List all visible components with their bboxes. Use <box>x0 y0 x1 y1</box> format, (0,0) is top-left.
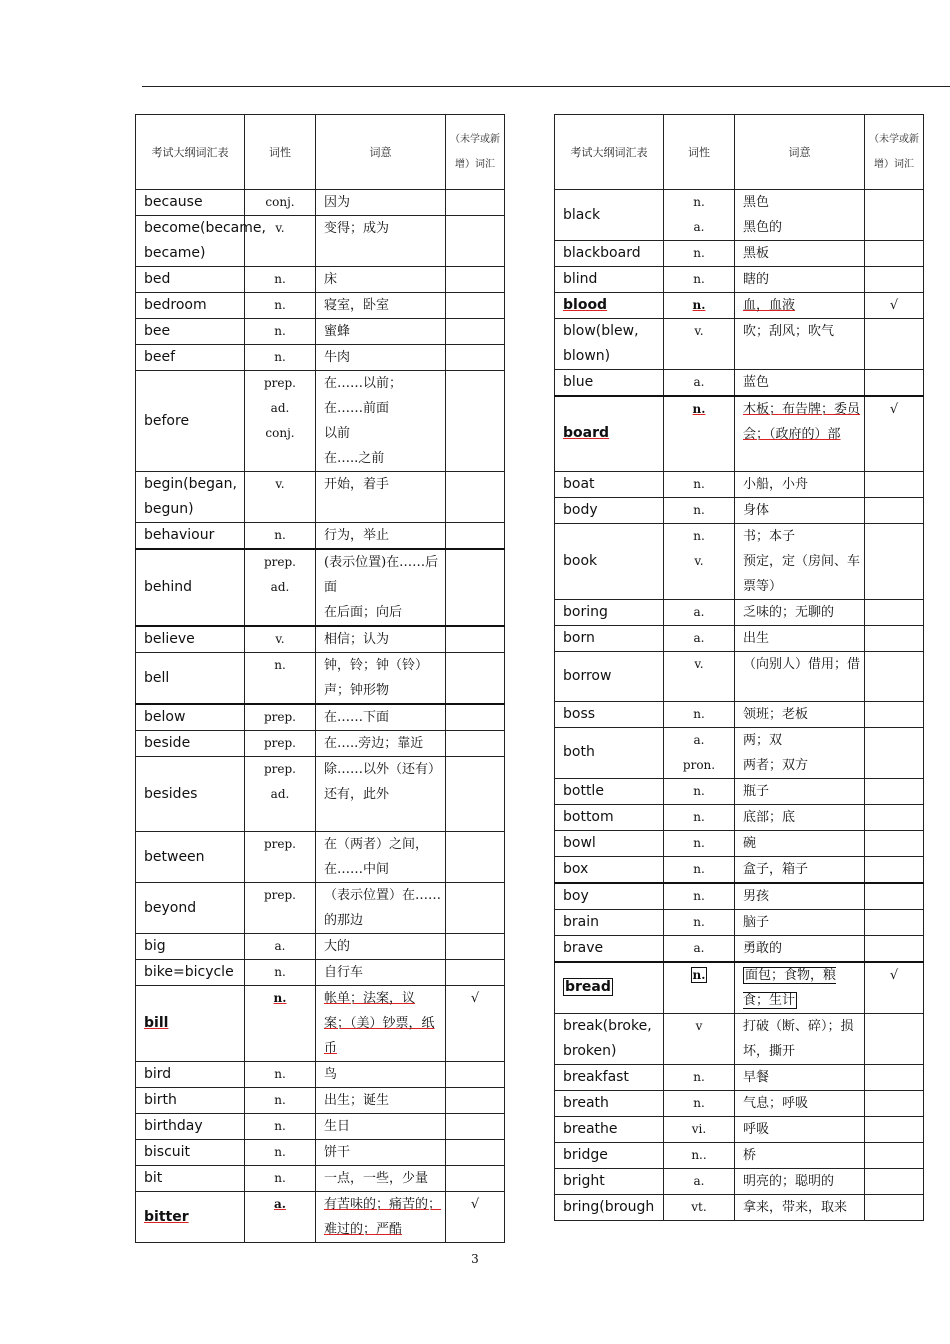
pos-cell: n. <box>245 1062 316 1088</box>
pos-cell: n. <box>664 701 735 727</box>
meaning-cell: 男孩 <box>735 883 865 910</box>
meaning-cell: 底部；底 <box>735 804 865 830</box>
table-row <box>555 804 924 830</box>
header-new: （未学或新增）词汇 <box>865 115 924 190</box>
meaning-cell: 盒子，箱子 <box>735 856 865 883</box>
table-row <box>136 986 505 1062</box>
new-mark-cell <box>865 267 924 293</box>
table-row <box>555 190 924 241</box>
header-rule <box>142 86 950 87</box>
new-mark-cell <box>446 1114 505 1140</box>
pos-cell: n. <box>245 960 316 986</box>
meaning-cell: 血，血液 <box>735 293 865 319</box>
word-cell: bed <box>136 267 245 293</box>
pos-cell: n. <box>664 804 735 830</box>
table-row <box>136 371 505 472</box>
new-mark-cell <box>446 293 505 319</box>
new-mark-cell <box>446 1088 505 1114</box>
word-cell: begin(began, begun) <box>136 472 245 523</box>
word-cell: between <box>136 832 245 883</box>
word-cell: bell <box>136 653 245 705</box>
new-mark-cell: √ <box>865 396 924 471</box>
pos-cell: a. <box>245 934 316 960</box>
table-row <box>136 319 505 345</box>
meaning-cell: 瞎的 <box>735 267 865 293</box>
pos-cell: n. v. <box>664 523 735 599</box>
table-row <box>136 626 505 653</box>
meaning-cell: 寝室，卧室 <box>316 293 446 319</box>
meaning-cell: （表示位置）在……的那边 <box>316 883 446 934</box>
word-cell: blood <box>555 293 664 319</box>
new-mark-cell <box>865 497 924 523</box>
pos-cell: n. <box>245 1088 316 1114</box>
new-mark-cell <box>446 319 505 345</box>
new-mark-cell <box>446 472 505 523</box>
word-cell: birth <box>136 1088 245 1114</box>
meaning-cell: 小船，小舟 <box>735 471 865 497</box>
table-row <box>136 293 505 319</box>
word-cell: blue <box>555 370 664 397</box>
word-cell: bit <box>136 1166 245 1192</box>
new-mark-cell <box>865 1116 924 1142</box>
word-cell: boy <box>555 883 664 910</box>
pos-cell: v. <box>664 651 735 701</box>
word-cell: born <box>555 625 664 651</box>
word-cell: big <box>136 934 245 960</box>
table-row <box>136 1062 505 1088</box>
word-cell: believe <box>136 626 245 653</box>
table-row <box>136 1166 505 1192</box>
new-mark-cell <box>865 1168 924 1194</box>
meaning-cell: 碗 <box>735 830 865 856</box>
pos-cell: a. <box>664 599 735 625</box>
new-mark-cell <box>446 731 505 757</box>
word-cell: blind <box>555 267 664 293</box>
new-mark-cell: √ <box>446 1192 505 1243</box>
table-header-row <box>136 115 505 190</box>
new-mark-cell <box>865 625 924 651</box>
header-meaning: 词意 <box>316 115 446 190</box>
meaning-cell: 书；本子 预定，定（房间、车票等） <box>735 523 865 599</box>
pos-cell: n. <box>245 653 316 705</box>
table-row <box>136 1140 505 1166</box>
word-cell: book <box>555 523 664 599</box>
new-mark-cell <box>446 190 505 216</box>
table-row <box>555 1194 924 1220</box>
new-mark-cell <box>865 1090 924 1116</box>
word-cell: boat <box>555 471 664 497</box>
table-row <box>555 727 924 778</box>
word-cell: break(broke, broken) <box>555 1013 664 1064</box>
pos-cell: n. <box>245 1140 316 1166</box>
word-cell: brain <box>555 909 664 935</box>
word-cell: bike=bicycle <box>136 960 245 986</box>
pos-cell: n. <box>664 962 735 1014</box>
word-cell: beyond <box>136 883 245 934</box>
pos-cell: n. <box>245 986 316 1062</box>
table-row <box>555 523 924 599</box>
meaning-cell: 黑色 黑色的 <box>735 190 865 241</box>
new-mark-cell <box>446 1166 505 1192</box>
meaning-cell: 帐单；法案，议案；（美）钞票，纸币 <box>316 986 446 1062</box>
meaning-cell: 在……以前； 在……前面 以前 在…..之前 <box>316 371 446 472</box>
table-row <box>555 625 924 651</box>
pos-cell: v. <box>245 626 316 653</box>
word-cell: bread <box>555 962 664 1014</box>
word-cell: bottle <box>555 778 664 804</box>
meaning-cell: 气息；呼吸 <box>735 1090 865 1116</box>
header-new: （未学或新增）词汇 <box>446 115 505 190</box>
new-mark-cell <box>865 523 924 599</box>
pos-cell: a. <box>664 935 735 962</box>
meaning-cell: 蓝色 <box>735 370 865 397</box>
word-cell: bird <box>136 1062 245 1088</box>
new-mark-cell <box>865 319 924 370</box>
word-cell: brave <box>555 935 664 962</box>
meaning-cell: （向别人）借用；借 <box>735 651 865 701</box>
meaning-cell: 两；双 两者；双方 <box>735 727 865 778</box>
pos-cell: prep. ad. <box>245 549 316 626</box>
word-cell: behind <box>136 549 245 626</box>
new-mark-cell: √ <box>865 293 924 319</box>
word-cell: bedroom <box>136 293 245 319</box>
table-row <box>136 653 505 705</box>
meaning-cell: 在……下面 <box>316 704 446 731</box>
header-word: 考试大纲词汇表 <box>136 115 245 190</box>
table-row <box>136 190 505 216</box>
table-row <box>555 935 924 962</box>
pos-cell: n. a. <box>664 190 735 241</box>
pos-cell: n. <box>664 497 735 523</box>
new-mark-cell <box>865 1142 924 1168</box>
new-mark-cell <box>446 345 505 371</box>
word-cell: box <box>555 856 664 883</box>
table-row <box>136 345 505 371</box>
pos-cell: n. <box>664 778 735 804</box>
new-mark-cell <box>446 267 505 293</box>
table-row <box>555 651 924 701</box>
word-cell: before <box>136 371 245 472</box>
word-cell: breath <box>555 1090 664 1116</box>
new-mark-cell <box>446 704 505 731</box>
pos-cell: n.. <box>664 1142 735 1168</box>
new-mark-cell <box>446 960 505 986</box>
table-row <box>555 471 924 497</box>
new-mark-cell <box>865 804 924 830</box>
table-row <box>136 704 505 731</box>
word-cell: boss <box>555 701 664 727</box>
new-mark-cell <box>865 883 924 910</box>
table-row <box>555 909 924 935</box>
meaning-cell: 钟，铃；钟（铃）声；钟形物 <box>316 653 446 705</box>
pos-cell: v. <box>664 319 735 370</box>
table-row <box>136 1114 505 1140</box>
table-row <box>555 599 924 625</box>
vocab-table-left <box>135 114 505 1243</box>
pos-cell: n. <box>245 267 316 293</box>
pos-cell: prep. <box>245 704 316 731</box>
meaning-cell: 因为 <box>316 190 446 216</box>
pos-cell: prep. <box>245 731 316 757</box>
meaning-cell: 桥 <box>735 1142 865 1168</box>
word-cell: bowl <box>555 830 664 856</box>
word-cell: both <box>555 727 664 778</box>
page-number: 3 <box>471 1252 479 1266</box>
pos-cell: n. <box>664 883 735 910</box>
pos-cell: n. <box>245 1114 316 1140</box>
table-row <box>555 497 924 523</box>
word-cell: bottom <box>555 804 664 830</box>
pos-cell: n. <box>664 471 735 497</box>
table-row <box>555 1116 924 1142</box>
pos-cell: n. <box>664 1064 735 1090</box>
new-mark-cell <box>865 370 924 397</box>
new-mark-cell <box>446 653 505 705</box>
pos-cell: n. <box>664 241 735 267</box>
meaning-cell: 瓶子 <box>735 778 865 804</box>
pos-cell: n. <box>664 267 735 293</box>
word-cell: body <box>555 497 664 523</box>
pos-cell: prep. <box>245 832 316 883</box>
new-mark-cell <box>446 216 505 267</box>
table-row <box>555 1142 924 1168</box>
table-row <box>555 962 924 1014</box>
new-mark-cell <box>446 371 505 472</box>
table-row <box>136 1192 505 1243</box>
new-mark-cell <box>865 471 924 497</box>
word-cell: because <box>136 190 245 216</box>
meaning-cell: 领班；老板 <box>735 701 865 727</box>
new-mark-cell <box>446 832 505 883</box>
table-row <box>555 883 924 910</box>
meaning-cell: 床 <box>316 267 446 293</box>
word-cell: beef <box>136 345 245 371</box>
table-row <box>555 1168 924 1194</box>
table-row <box>136 549 505 626</box>
table-row <box>555 370 924 397</box>
new-mark-cell <box>446 757 505 832</box>
new-mark-cell <box>446 523 505 550</box>
table-row <box>555 293 924 319</box>
new-mark-cell: √ <box>446 986 505 1062</box>
meaning-cell: 出生；诞生 <box>316 1088 446 1114</box>
meaning-cell: 在（两者）之间，在……中间 <box>316 832 446 883</box>
table-row <box>136 883 505 934</box>
new-mark-cell <box>865 599 924 625</box>
pos-cell: a. <box>245 1192 316 1243</box>
word-cell: bridge <box>555 1142 664 1168</box>
new-mark-cell <box>865 190 924 241</box>
header-pos: 词性 <box>245 115 316 190</box>
meaning-cell: 相信；认为 <box>316 626 446 653</box>
meaning-cell: 面包；食物，粮食；生计 <box>735 962 865 1014</box>
pos-cell: n. <box>664 909 735 935</box>
word-cell: black <box>555 190 664 241</box>
pos-cell: n. <box>664 396 735 471</box>
word-cell: borrow <box>555 651 664 701</box>
vocab-table-right <box>554 114 924 1221</box>
pos-cell: n. <box>245 1166 316 1192</box>
new-mark-cell <box>865 727 924 778</box>
new-mark-cell <box>446 1140 505 1166</box>
pos-cell: n. <box>664 830 735 856</box>
meaning-cell: 拿来，带来，取来 <box>735 1194 865 1220</box>
meaning-cell: 打破（断、碎）；损坏，撕开 <box>735 1013 865 1064</box>
meaning-cell: 蜜蜂 <box>316 319 446 345</box>
meaning-cell: 变得；成为 <box>316 216 446 267</box>
new-mark-cell <box>865 1064 924 1090</box>
word-cell: breathe <box>555 1116 664 1142</box>
table-row <box>555 830 924 856</box>
word-cell: boring <box>555 599 664 625</box>
header-pos: 词性 <box>664 115 735 190</box>
table-row <box>136 1088 505 1114</box>
new-mark-cell <box>446 549 505 626</box>
word-cell: bitter <box>136 1192 245 1243</box>
word-cell: below <box>136 704 245 731</box>
word-cell: bee <box>136 319 245 345</box>
table-row <box>136 731 505 757</box>
table-row <box>555 241 924 267</box>
pos-cell: n. <box>245 319 316 345</box>
word-cell: become(became, became) <box>136 216 245 267</box>
pos-cell: conj. <box>245 190 316 216</box>
meaning-cell: 大的 <box>316 934 446 960</box>
new-mark-cell <box>865 909 924 935</box>
table-row <box>555 701 924 727</box>
pos-cell: prep. ad. conj. <box>245 371 316 472</box>
table-row <box>555 778 924 804</box>
meaning-cell: 早餐 <box>735 1064 865 1090</box>
pos-cell: a. <box>664 1168 735 1194</box>
pos-cell: v. <box>245 472 316 523</box>
table-row <box>136 216 505 267</box>
table-row <box>555 1090 924 1116</box>
meaning-cell: 牛肉 <box>316 345 446 371</box>
new-mark-cell <box>865 241 924 267</box>
pos-cell: v. <box>245 216 316 267</box>
pos-cell: vi. <box>664 1116 735 1142</box>
table-row <box>136 934 505 960</box>
meaning-cell: 脑子 <box>735 909 865 935</box>
new-mark-cell <box>865 830 924 856</box>
meaning-cell: 自行车 <box>316 960 446 986</box>
new-mark-cell <box>446 883 505 934</box>
header-word: 考试大纲词汇表 <box>555 115 664 190</box>
word-cell: breakfast <box>555 1064 664 1090</box>
meaning-cell: 生日 <box>316 1114 446 1140</box>
new-mark-cell <box>865 935 924 962</box>
pos-cell: vt. <box>664 1194 735 1220</box>
new-mark-cell <box>865 1194 924 1220</box>
pos-cell: a. <box>664 370 735 397</box>
new-mark-cell: √ <box>865 962 924 1014</box>
meaning-cell: 一点，一些，少量 <box>316 1166 446 1192</box>
header-meaning: 词意 <box>735 115 865 190</box>
table-row <box>555 267 924 293</box>
meaning-cell: 明亮的；聪明的 <box>735 1168 865 1194</box>
table-header-row <box>555 115 924 190</box>
new-mark-cell <box>865 778 924 804</box>
word-cell: birthday <box>136 1114 245 1140</box>
word-cell: biscuit <box>136 1140 245 1166</box>
table-row <box>136 472 505 523</box>
new-mark-cell <box>865 701 924 727</box>
meaning-cell: 在…..旁边；靠近 <box>316 731 446 757</box>
new-mark-cell <box>865 651 924 701</box>
table-row <box>136 960 505 986</box>
word-cell: behaviour <box>136 523 245 550</box>
pos-cell: v <box>664 1013 735 1064</box>
meaning-cell: 有苦味的；痛苦的；难过的；严酷 <box>316 1192 446 1243</box>
word-cell: blackboard <box>555 241 664 267</box>
meaning-cell: 木板；布告牌；委员会；（政府的）部 <box>735 396 865 471</box>
table-row <box>555 856 924 883</box>
pos-cell: prep. ad. <box>245 757 316 832</box>
word-cell: beside <box>136 731 245 757</box>
meaning-cell: 出生 <box>735 625 865 651</box>
meaning-cell: (表示位置)在……后面 在后面；向后 <box>316 549 446 626</box>
new-mark-cell <box>865 856 924 883</box>
new-mark-cell <box>446 934 505 960</box>
table-row <box>136 267 505 293</box>
pos-cell: prep. <box>245 883 316 934</box>
meaning-cell: 呼吸 <box>735 1116 865 1142</box>
pos-cell: a. pron. <box>664 727 735 778</box>
meaning-cell: 开始，着手 <box>316 472 446 523</box>
meaning-cell: 黑板 <box>735 241 865 267</box>
table-row <box>555 396 924 471</box>
new-mark-cell <box>446 626 505 653</box>
new-mark-cell <box>865 1013 924 1064</box>
new-mark-cell <box>446 1062 505 1088</box>
meaning-cell: 鸟 <box>316 1062 446 1088</box>
meaning-cell: 勇敢的 <box>735 935 865 962</box>
word-cell: bring(brough <box>555 1194 664 1220</box>
table-row <box>136 523 505 550</box>
meaning-cell: 行为，举止 <box>316 523 446 550</box>
pos-cell: a. <box>664 625 735 651</box>
word-cell: bright <box>555 1168 664 1194</box>
table-row <box>555 319 924 370</box>
pos-cell: n. <box>664 1090 735 1116</box>
meaning-cell: 饼干 <box>316 1140 446 1166</box>
pos-cell: n. <box>245 345 316 371</box>
pos-cell: n. <box>245 293 316 319</box>
table-row <box>136 757 505 832</box>
table-row <box>136 832 505 883</box>
word-cell: besides <box>136 757 245 832</box>
meaning-cell: 吹；刮风；吹气 <box>735 319 865 370</box>
pos-cell: n. <box>664 856 735 883</box>
word-cell: bill <box>136 986 245 1062</box>
pos-cell: n. <box>664 293 735 319</box>
word-cell: blow(blew, blown) <box>555 319 664 370</box>
meaning-cell: 身体 <box>735 497 865 523</box>
table-row <box>555 1064 924 1090</box>
meaning-cell: 除……以外（还有） 还有，此外 <box>316 757 446 832</box>
pos-cell: n. <box>245 523 316 550</box>
word-cell: board <box>555 396 664 471</box>
meaning-cell: 乏味的；无聊的 <box>735 599 865 625</box>
table-row <box>555 1013 924 1064</box>
